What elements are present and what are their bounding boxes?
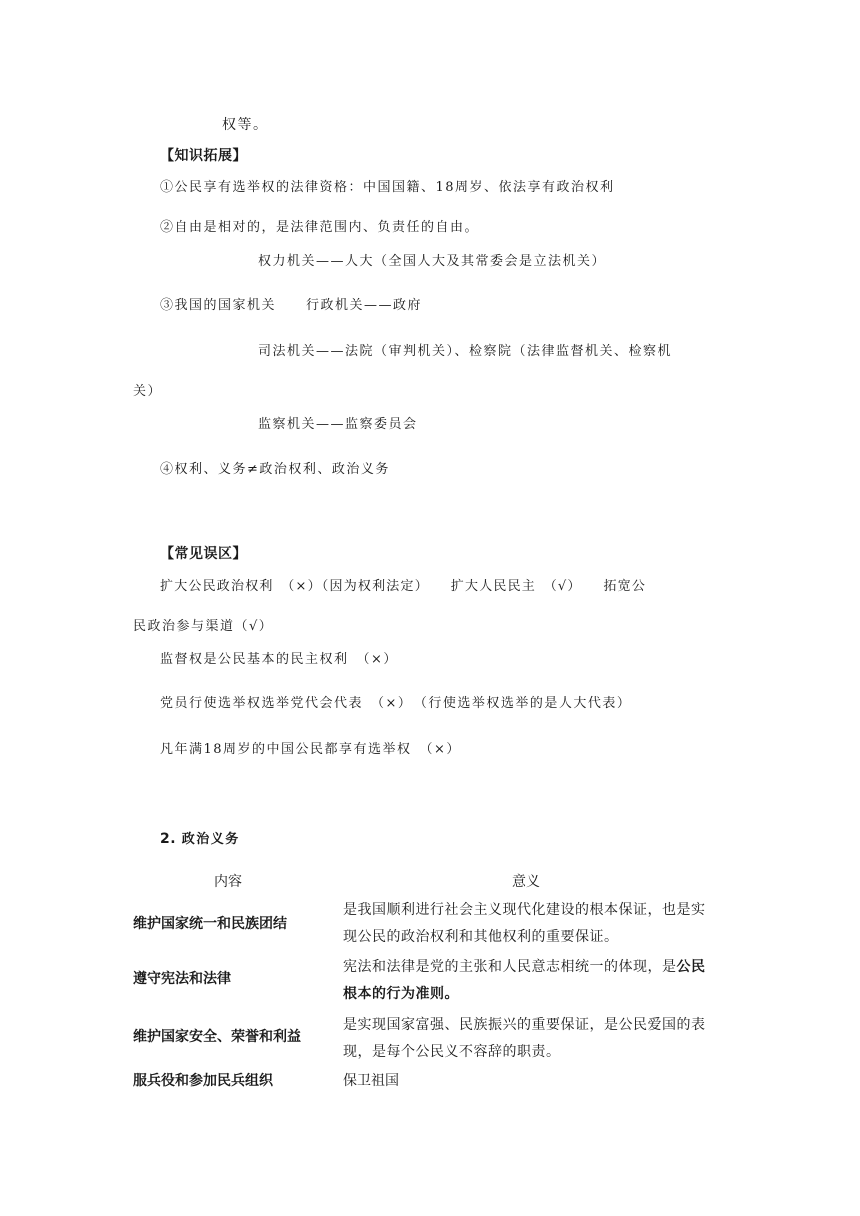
organ-supervision: 监察机关——监察委员会: [258, 417, 418, 432]
table-row-4-meaning-text: 保卫祖国: [343, 1073, 399, 1089]
organ-judicial: 司法机关——法院（审判机关）、检察院（法律监督机关、检察机: [258, 344, 673, 359]
table-row-2-meaning: [343, 954, 718, 1008]
table-row-3-meaning: [343, 1012, 718, 1066]
knowledge-item-1: ①公民享有选举权的法律资格：中国国籍、18周岁、依法享有政治权利: [160, 180, 615, 195]
organ-power: 权力机关——人大（全国人大及其常委会是立法机关）: [258, 254, 607, 269]
mistakes-heading: 【常见误区】: [160, 546, 247, 562]
knowledge-item-4: ④权利、义务≠政治权利、政治义务: [160, 462, 390, 477]
table-row-2-meaning-text: 宪法和法律是党的主张和人民意志相统一的体现，是: [343, 959, 677, 975]
organ-admin: 行政机关——政府: [306, 298, 423, 313]
column-header-meaning: 意义: [512, 874, 540, 890]
mistake-line-2: 民政治参与渠道（√）: [133, 619, 274, 634]
table-row-4-content: 服兵役和参加民兵组织: [133, 1073, 273, 1089]
mistake-line-5: 凡年满18周岁的中国公民都享有选举权 （×）: [160, 742, 461, 757]
duties-heading-text: 政治义务: [181, 832, 240, 847]
table-row-1-content: 维护国家统一和民族团结: [133, 916, 287, 932]
table-row-4-meaning: [343, 1068, 399, 1095]
column-header-content: 内容: [214, 874, 242, 890]
organ-judicial-cont: 关）: [133, 384, 163, 399]
continuation-text: 权等。: [222, 117, 269, 133]
table-row-3-meaning-text: 是实现国家富强、民族振兴的重要保证，是公民爱国的表现，是每个公民义不容辞的职责。: [343, 1017, 706, 1060]
organ-label: ③我国的国家机关: [160, 298, 277, 313]
table-row-1-meaning: [343, 897, 718, 951]
mistake-line-3: 监督权是公民基本的民主权利 （×）: [160, 652, 398, 667]
duties-heading-number: 2.: [160, 831, 177, 847]
table-row-2-meaning-bold: 公民根本的行为准则。: [343, 959, 706, 1002]
table-row-1-meaning-text: 是我国顺利进行社会主义现代化建设的根本保证，也是实现公民的政治权利和其他权利的重要保证。: [343, 902, 706, 945]
knowledge-heading: 【知识拓展】: [160, 148, 247, 164]
mistake-line-4: 党员行使选举权选举党代会代表 （×） （行使选举权选举的是人大代表）: [160, 696, 632, 711]
table-row-3-content: 维护国家安全、荣誉和利益: [133, 1029, 301, 1045]
duties-heading: [160, 828, 240, 847]
mistake-line-1: 扩大公民政治权利 （×）（因为权利法定） 扩大人民民主 （√） 拓宽公: [160, 579, 647, 594]
table-row-2-content: 遵守宪法和法律: [133, 971, 231, 987]
knowledge-item-2: ②自由是相对的，是法律范围内、负责任的自由。: [160, 220, 480, 235]
